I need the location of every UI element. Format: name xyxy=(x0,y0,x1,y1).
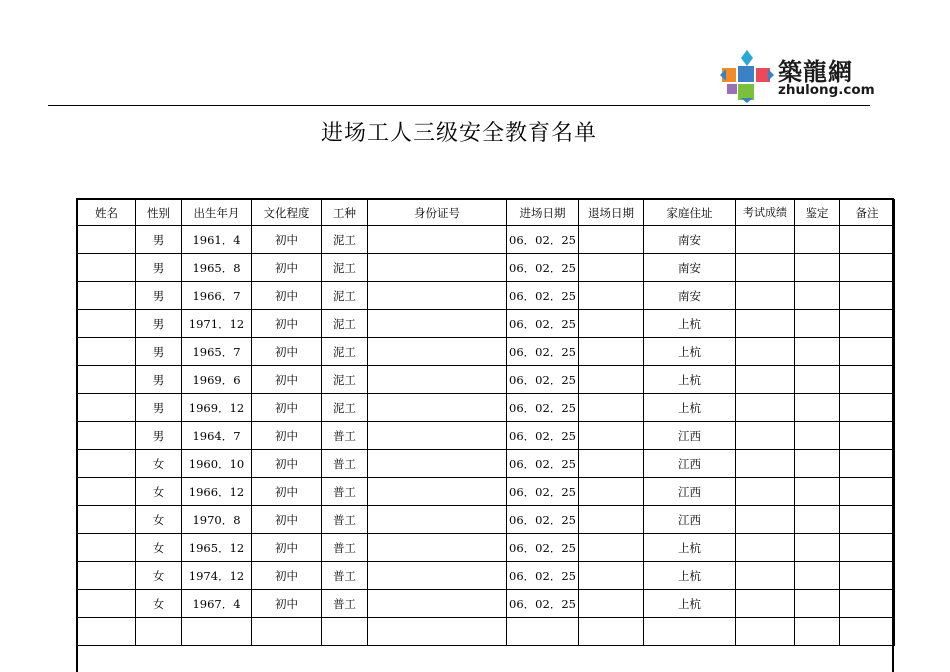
cell-gender: 男 xyxy=(136,310,182,338)
cell-appraisal xyxy=(795,394,840,422)
cell-education: 初中 xyxy=(252,254,322,282)
cell-appraisal xyxy=(795,282,840,310)
cell-appraisal xyxy=(795,226,840,254)
cell-remarks xyxy=(840,450,895,478)
cell-exam-score xyxy=(736,310,795,338)
cell-id-number xyxy=(368,618,507,646)
cell-appraisal xyxy=(795,506,840,534)
worker-roster-table xyxy=(77,199,895,646)
cell-exam-score xyxy=(736,254,795,282)
cell-id-number xyxy=(368,282,507,310)
cell-remarks xyxy=(840,506,895,534)
cell-address: 江西 xyxy=(644,478,736,506)
cell-birth: 1969．6 xyxy=(182,366,252,394)
cell-remarks xyxy=(840,618,895,646)
cell-address: 上杭 xyxy=(644,394,736,422)
cell-name xyxy=(78,422,136,450)
cell-name xyxy=(78,562,136,590)
table-row xyxy=(78,422,895,450)
cell-appraisal xyxy=(795,590,840,618)
cell-exit-date xyxy=(579,422,644,450)
cell-appraisal xyxy=(795,422,840,450)
cell-id-number xyxy=(368,394,507,422)
header-entry-date: 进场日期 xyxy=(507,200,579,226)
header-divider xyxy=(48,105,870,106)
cell-trade: 泥工 xyxy=(322,394,368,422)
cell-entry-date: 06．02．25 xyxy=(507,226,579,254)
cell-exit-date xyxy=(579,478,644,506)
cell-exam-score xyxy=(736,282,795,310)
cell-address: 南安 xyxy=(644,226,736,254)
logo-english-text: zhulong.com xyxy=(778,82,875,98)
cell-name xyxy=(78,366,136,394)
cell-address: 上杭 xyxy=(644,562,736,590)
cell-remarks xyxy=(840,534,895,562)
cell-exit-date xyxy=(579,338,644,366)
cell-gender: 女 xyxy=(136,590,182,618)
cell-remarks xyxy=(840,422,895,450)
cell-name xyxy=(78,254,136,282)
cell-address: 江西 xyxy=(644,422,736,450)
cell-remarks xyxy=(840,338,895,366)
cell-education: 初中 xyxy=(252,394,322,422)
cell-gender: 男 xyxy=(136,254,182,282)
cell-exit-date xyxy=(579,226,644,254)
cell-appraisal xyxy=(795,534,840,562)
cell-exam-score xyxy=(736,562,795,590)
header-birth: 出生年月 xyxy=(182,200,252,226)
cell-exam-score xyxy=(736,366,795,394)
cell-remarks xyxy=(840,478,895,506)
cell-remarks xyxy=(840,310,895,338)
cell-name xyxy=(78,618,136,646)
cell-appraisal xyxy=(795,618,840,646)
cell-id-number xyxy=(368,534,507,562)
cell-education: 初中 xyxy=(252,422,322,450)
cell-trade: 普工 xyxy=(322,590,368,618)
cell-entry-date: 06．02．25 xyxy=(507,366,579,394)
cell-name xyxy=(78,338,136,366)
cell-gender: 男 xyxy=(136,226,182,254)
cell-education: 初中 xyxy=(252,450,322,478)
cell-trade: 普工 xyxy=(322,534,368,562)
cell-exam-score xyxy=(736,394,795,422)
cell-exam-score xyxy=(736,450,795,478)
cell-exit-date xyxy=(579,534,644,562)
cell-trade xyxy=(322,618,368,646)
cell-address: 上杭 xyxy=(644,338,736,366)
cell-exit-date xyxy=(579,618,644,646)
cell-exam-score xyxy=(736,534,795,562)
table-row xyxy=(78,478,895,506)
table-row xyxy=(78,562,895,590)
cell-gender xyxy=(136,618,182,646)
cell-trade: 泥工 xyxy=(322,226,368,254)
cell-education: 初中 xyxy=(252,338,322,366)
cell-birth: 1965．8 xyxy=(182,254,252,282)
cell-entry-date: 06．02．25 xyxy=(507,394,579,422)
cell-appraisal xyxy=(795,562,840,590)
cell-entry-date: 06．02．25 xyxy=(507,422,579,450)
cell-birth: 1961．4 xyxy=(182,226,252,254)
cell-exit-date xyxy=(579,590,644,618)
cell-address: 上杭 xyxy=(644,366,736,394)
cell-gender: 女 xyxy=(136,450,182,478)
table-body xyxy=(78,226,895,646)
cell-id-number xyxy=(368,450,507,478)
cell-address: 南安 xyxy=(644,282,736,310)
table-row xyxy=(78,282,895,310)
cell-trade: 泥工 xyxy=(322,366,368,394)
header-gender: 性别 xyxy=(136,200,182,226)
cell-name xyxy=(78,282,136,310)
cell-address: 江西 xyxy=(644,450,736,478)
table-row xyxy=(78,506,895,534)
cell-remarks xyxy=(840,590,895,618)
cell-gender: 女 xyxy=(136,506,182,534)
document-title: 进场工人三级安全教育名单 xyxy=(320,121,597,146)
cell-name xyxy=(78,226,136,254)
header-exam-score: 考试成绩 xyxy=(736,200,795,226)
cell-education: 初中 xyxy=(252,562,322,590)
header-name: 姓名 xyxy=(78,200,136,226)
cell-exam-score xyxy=(736,226,795,254)
cell-trade: 普工 xyxy=(322,562,368,590)
cell-entry-date: 06．02．25 xyxy=(507,590,579,618)
header-appraisal: 鉴定 xyxy=(795,200,840,226)
cell-remarks xyxy=(840,282,895,310)
cell-remarks xyxy=(840,254,895,282)
cell-gender: 男 xyxy=(136,422,182,450)
cell-remarks xyxy=(840,562,895,590)
cell-name xyxy=(78,394,136,422)
header-address: 家庭住址 xyxy=(644,200,736,226)
cell-exit-date xyxy=(579,254,644,282)
cell-exit-date xyxy=(579,562,644,590)
header-exit-date: 退场日期 xyxy=(579,200,644,226)
cell-birth: 1974．12 xyxy=(182,562,252,590)
zhulong-logo-mark-icon xyxy=(718,48,776,104)
cell-id-number xyxy=(368,338,507,366)
cell-birth: 1965．12 xyxy=(182,534,252,562)
cell-entry-date: 06．02．25 xyxy=(507,338,579,366)
cell-birth: 1966．12 xyxy=(182,478,252,506)
cell-exam-score xyxy=(736,506,795,534)
cell-remarks xyxy=(840,226,895,254)
cell-birth: 1969．12 xyxy=(182,394,252,422)
cell-entry-date: 06．02．25 xyxy=(507,534,579,562)
cell-education xyxy=(252,618,322,646)
cell-birth xyxy=(182,618,252,646)
cell-gender: 男 xyxy=(136,282,182,310)
table-row xyxy=(78,310,895,338)
cell-exam-score xyxy=(736,618,795,646)
cell-id-number xyxy=(368,422,507,450)
cell-exit-date xyxy=(579,366,644,394)
cell-birth: 1960．10 xyxy=(182,450,252,478)
header-remarks: 备注 xyxy=(840,200,895,226)
cell-remarks xyxy=(840,394,895,422)
cell-gender: 男 xyxy=(136,366,182,394)
cell-education: 初中 xyxy=(252,478,322,506)
cell-appraisal xyxy=(795,366,840,394)
header-education: 文化程度 xyxy=(252,200,322,226)
table-row xyxy=(78,366,895,394)
cell-birth: 1971．12 xyxy=(182,310,252,338)
cell-id-number xyxy=(368,506,507,534)
cell-trade: 泥工 xyxy=(322,338,368,366)
cell-trade: 普工 xyxy=(322,450,368,478)
cell-name xyxy=(78,450,136,478)
cell-gender: 男 xyxy=(136,394,182,422)
table-row xyxy=(78,394,895,422)
cell-entry-date: 06．02．25 xyxy=(507,506,579,534)
cell-name xyxy=(78,506,136,534)
cell-education: 初中 xyxy=(252,310,322,338)
cell-id-number xyxy=(368,226,507,254)
table-row xyxy=(78,450,895,478)
table-row xyxy=(78,618,895,646)
cell-address: 江西 xyxy=(644,506,736,534)
cell-address: 上杭 xyxy=(644,534,736,562)
cell-education: 初中 xyxy=(252,282,322,310)
cell-trade: 泥工 xyxy=(322,254,368,282)
cell-exam-score xyxy=(736,338,795,366)
table-row xyxy=(78,338,895,366)
cell-id-number xyxy=(368,310,507,338)
cell-education: 初中 xyxy=(252,366,322,394)
table-row xyxy=(78,226,895,254)
cell-birth: 1965．7 xyxy=(182,338,252,366)
cell-trade: 普工 xyxy=(322,506,368,534)
cell-trade: 普工 xyxy=(322,478,368,506)
header-trade: 工种 xyxy=(322,200,368,226)
cell-appraisal xyxy=(795,450,840,478)
cell-appraisal xyxy=(795,310,840,338)
cell-id-number xyxy=(368,366,507,394)
cell-id-number xyxy=(368,562,507,590)
cell-education: 初中 xyxy=(252,226,322,254)
cell-exam-score xyxy=(736,422,795,450)
cell-gender: 女 xyxy=(136,534,182,562)
cell-entry-date xyxy=(507,618,579,646)
cell-education: 初中 xyxy=(252,534,322,562)
cell-exit-date xyxy=(579,394,644,422)
cell-id-number xyxy=(368,478,507,506)
cell-entry-date: 06．02．25 xyxy=(507,282,579,310)
table-row xyxy=(78,590,895,618)
table-row xyxy=(78,534,895,562)
cell-gender: 女 xyxy=(136,562,182,590)
cell-entry-date: 06．02．25 xyxy=(507,254,579,282)
cell-entry-date: 06．02．25 xyxy=(507,450,579,478)
cell-gender: 女 xyxy=(136,478,182,506)
table-header-row xyxy=(78,200,895,226)
cell-id-number xyxy=(368,590,507,618)
cell-address: 上杭 xyxy=(644,590,736,618)
cell-entry-date: 06．02．25 xyxy=(507,478,579,506)
cell-name xyxy=(78,590,136,618)
cell-exit-date xyxy=(579,282,644,310)
cell-exam-score xyxy=(736,478,795,506)
cell-birth: 1966．7 xyxy=(182,282,252,310)
cell-name xyxy=(78,478,136,506)
cell-appraisal xyxy=(795,254,840,282)
logo-chinese-text: 築龍網 xyxy=(778,58,853,86)
header-id-number: 身份证号 xyxy=(368,200,507,226)
cell-address xyxy=(644,618,736,646)
cell-name xyxy=(78,310,136,338)
zhulong-logo xyxy=(718,48,878,104)
cell-exit-date xyxy=(579,450,644,478)
cell-name xyxy=(78,534,136,562)
cell-exit-date xyxy=(579,506,644,534)
cell-entry-date: 06．02．25 xyxy=(507,310,579,338)
cell-birth: 1970．8 xyxy=(182,506,252,534)
cell-id-number xyxy=(368,254,507,282)
cell-trade: 泥工 xyxy=(322,310,368,338)
cell-trade: 泥工 xyxy=(322,282,368,310)
cell-trade: 普工 xyxy=(322,422,368,450)
cell-address: 上杭 xyxy=(644,310,736,338)
cell-gender: 男 xyxy=(136,338,182,366)
cell-appraisal xyxy=(795,478,840,506)
cell-exit-date xyxy=(579,310,644,338)
cell-address: 南安 xyxy=(644,254,736,282)
cell-birth: 1964．7 xyxy=(182,422,252,450)
cell-exam-score xyxy=(736,590,795,618)
cell-education: 初中 xyxy=(252,590,322,618)
cell-birth: 1967．4 xyxy=(182,590,252,618)
cell-appraisal xyxy=(795,338,840,366)
cell-entry-date: 06．02．25 xyxy=(507,562,579,590)
cell-education: 初中 xyxy=(252,506,322,534)
table-row xyxy=(78,254,895,282)
cell-remarks xyxy=(840,366,895,394)
